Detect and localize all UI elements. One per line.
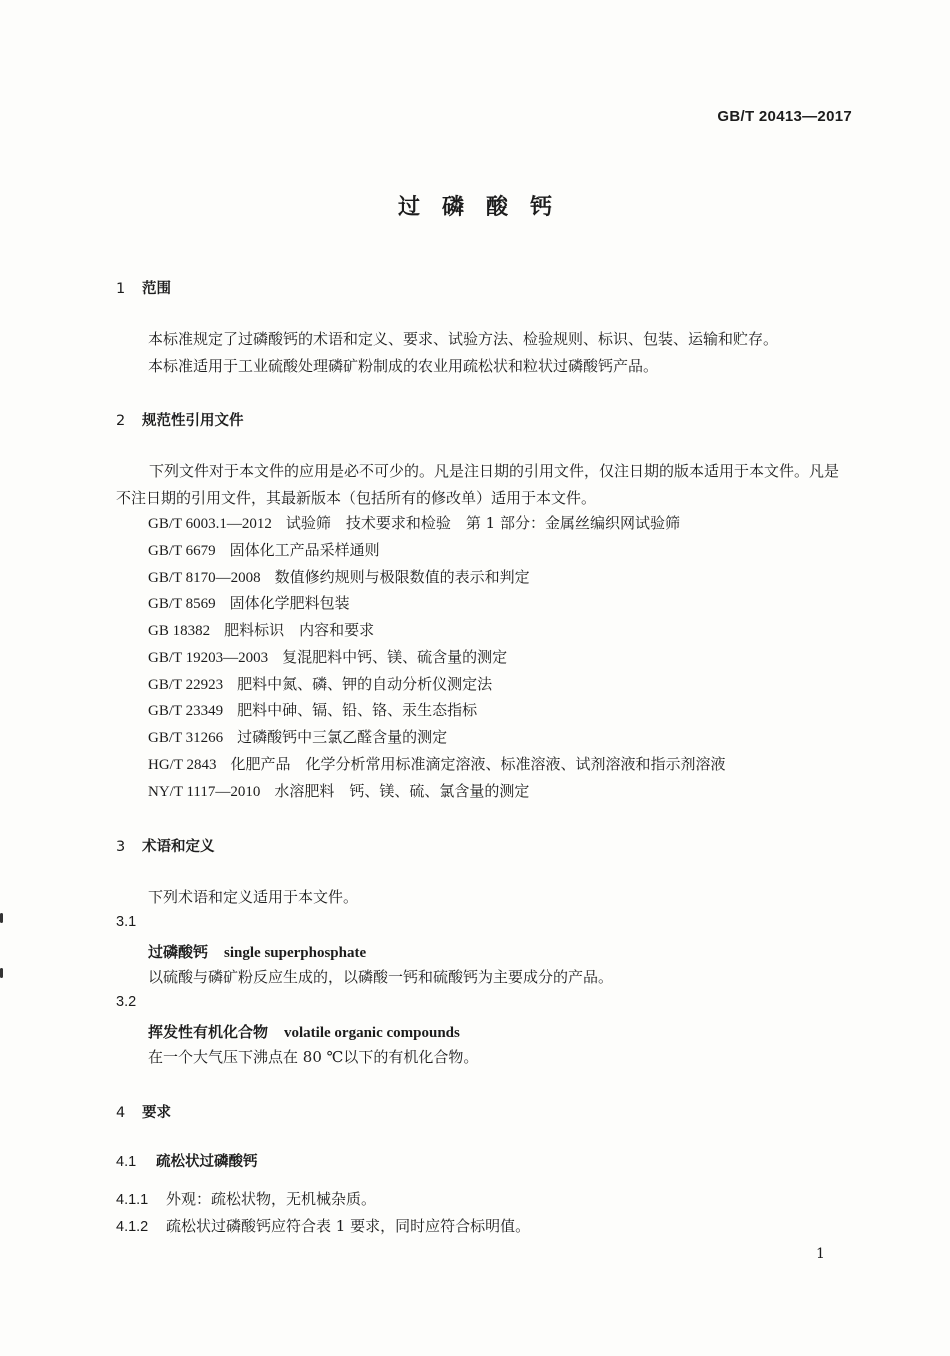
section-title: 规范性引用文件 <box>142 413 244 429</box>
document-title: 过磷酸钙 <box>397 195 574 220</box>
clause <box>116 1188 376 1209</box>
section-heading-2 <box>116 409 244 430</box>
reference-title: 试验筛 技术要求和检验 第 1 部分：金属丝编织网试验筛 <box>285 514 680 532</box>
section-number: 3 <box>116 839 126 855</box>
reference-code: GB/T 6679 <box>148 543 216 559</box>
reference-item <box>148 726 447 747</box>
subsection-number: 4.1 <box>116 1154 137 1170</box>
subsection-heading <box>116 1150 258 1171</box>
clause-number: 4.1.2 <box>116 1219 149 1235</box>
reference-code: GB/T 31266 <box>148 730 224 746</box>
scan-mark <box>0 913 3 923</box>
clause-text: 疏松状过磷酸钙应符合表 1 要求，同时应符合标明值。 <box>166 1217 531 1235</box>
scope-paragraph-1: 本标准规定了过磷酸钙的术语和定义、要求、试验方法、检验规则、标识、包装、运输和贮存。 <box>148 330 779 348</box>
reference-code: GB/T 8170—2008 <box>148 570 261 586</box>
reference-item <box>148 646 507 667</box>
term-number: 3.2 <box>116 994 137 1010</box>
standard-code: GB/T 20413—2017 <box>717 108 852 125</box>
reference-code: GB/T 8569 <box>148 596 216 612</box>
page-number: 1 <box>816 1246 825 1262</box>
section-heading-4 <box>116 1101 171 1122</box>
reference-item <box>148 673 492 694</box>
reference-title: 肥料标识 内容和要求 <box>224 621 375 639</box>
subsection-title: 疏松状过磷酸钙 <box>156 1154 258 1170</box>
reference-title: 肥料中砷、镉、铅、铬、汞生态指标 <box>237 701 478 719</box>
reference-item <box>148 566 530 587</box>
references-intro: 下列文件对于本文件的应用是必不可少的。凡是注日期的引用文件，仅注日期的版本适用于本文件。凡是不注日期的引用文件，其最新版本（包括所有的修改单）适用于本文件。 <box>116 462 840 507</box>
scope-paragraph-2: 本标准适用于工业硫酸处理磷矿粉制成的农业用疏松状和粒状过磷酸钙产品。 <box>148 357 659 375</box>
section-number: 4 <box>116 1105 126 1121</box>
scan-mark <box>0 968 3 978</box>
reference-title: 过磷酸钙中三氯乙醛含量的测定 <box>237 728 448 746</box>
term-number: 3.1 <box>116 914 137 930</box>
reference-title: 水溶肥料 钙、镁、硫、氯含量的测定 <box>274 782 530 800</box>
clause-number: 4.1.1 <box>116 1192 149 1208</box>
reference-item <box>148 619 374 640</box>
reference-item <box>148 592 350 613</box>
section-title: 范围 <box>142 281 171 297</box>
section-heading-3 <box>116 835 215 856</box>
section-number: 1 <box>116 281 126 297</box>
reference-item <box>148 539 380 560</box>
section-heading-1 <box>116 277 171 298</box>
reference-code: NY/T 1117—2010 <box>148 784 261 800</box>
reference-title: 固体化工产品采样通则 <box>229 541 380 559</box>
reference-title: 数值修约规则与极限数值的表示和判定 <box>274 568 530 586</box>
reference-title: 复混肥料中钙、镁、硫含量的测定 <box>282 648 508 666</box>
reference-code: GB/T 22923 <box>148 677 224 693</box>
reference-item <box>148 780 529 801</box>
reference-code: GB/T 23349 <box>148 703 224 719</box>
term-zh: 挥发性有机化合物 <box>148 1023 269 1041</box>
term-entry <box>148 1021 460 1042</box>
reference-item <box>148 512 680 533</box>
section-number: 2 <box>116 413 126 429</box>
clause-text: 外观：疏松状物，无机械杂质。 <box>166 1190 377 1208</box>
term-definition: 以硫酸与磷矿粉反应生成的，以磷酸一钙和硫酸钙为主要成分的产品。 <box>148 968 614 986</box>
reference-code: GB/T 6003.1—2012 <box>148 516 272 532</box>
terms-intro: 下列术语和定义适用于本文件。 <box>148 888 359 906</box>
clause <box>116 1215 530 1236</box>
reference-item <box>148 699 477 720</box>
term-definition: 在一个大气压下沸点在 80 ℃以下的有机化合物。 <box>148 1048 479 1066</box>
term-en: volatile organic compounds <box>284 1025 460 1041</box>
reference-title: 固体化学肥料包装 <box>229 594 350 612</box>
reference-code: GB/T 19203—2003 <box>148 650 269 666</box>
reference-code: HG/T 2843 <box>148 757 217 773</box>
reference-title: 肥料中氮、磷、钾的自动分析仪测定法 <box>237 675 493 693</box>
term-zh: 过磷酸钙 <box>148 943 209 961</box>
term-entry <box>148 941 366 962</box>
section-title: 术语和定义 <box>142 839 215 855</box>
reference-title: 化肥产品 化学分析常用标准滴定溶液、标准溶液、试剂溶液和指示剂溶液 <box>230 755 726 773</box>
reference-code: GB 18382 <box>148 623 211 639</box>
section-title: 要求 <box>142 1105 171 1121</box>
reference-item <box>148 753 726 774</box>
term-en: single superphosphate <box>224 945 367 961</box>
